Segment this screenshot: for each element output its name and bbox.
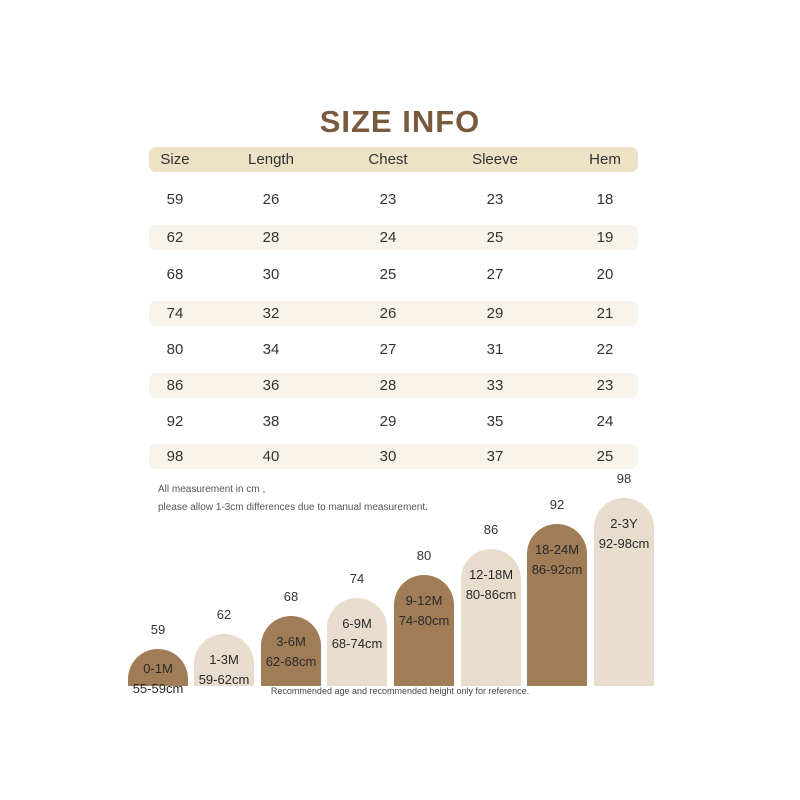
size-bar [394, 575, 454, 686]
table-cell: 18 [596, 191, 614, 208]
bar-age-label: 0-1M [143, 661, 173, 676]
bar-height-label: 55-59cm [132, 681, 184, 696]
table-row [149, 225, 638, 250]
table-cell: 27 [486, 266, 504, 283]
table-cell: 32 [262, 305, 280, 322]
table-cell: 23 [486, 191, 504, 208]
size-bar [261, 616, 321, 686]
table-cell: 30 [262, 266, 280, 283]
bar-height-label: 68-74cm [331, 636, 383, 651]
table-cell: 25 [596, 448, 614, 465]
table-cell: 22 [596, 341, 614, 358]
table-cell: Length [248, 151, 294, 168]
table-cell: 29 [486, 305, 504, 322]
table-cell: 23 [379, 191, 397, 208]
table-row [149, 373, 638, 398]
table-cell: 35 [486, 413, 504, 430]
table-cell: 29 [379, 413, 397, 430]
table-cell: 23 [596, 377, 614, 394]
table-cell: 28 [379, 377, 397, 394]
table-cell: 27 [379, 341, 397, 358]
measurement-note: All measurement in cm , [158, 484, 266, 495]
table-cell: 74 [166, 305, 184, 322]
bar-age-label: 3-6M [276, 634, 306, 649]
bar-height-label: 92-98cm [598, 536, 650, 551]
table-row [149, 187, 638, 212]
bar-age-label: 1-3M [209, 652, 239, 667]
table-cell: 62 [166, 229, 184, 246]
table-cell: 38 [262, 413, 280, 430]
table-cell: 36 [262, 377, 280, 394]
table-cell: 59 [166, 191, 184, 208]
table-cell: 37 [486, 448, 504, 465]
table-cell: 92 [166, 413, 184, 430]
table-row [149, 409, 638, 434]
table-cell: 34 [262, 341, 280, 358]
bar-size-label: 74 [349, 571, 365, 586]
table-row [149, 262, 638, 287]
table-cell: 68 [166, 266, 184, 283]
table-header-row [149, 147, 638, 172]
table-cell: 30 [379, 448, 397, 465]
table-cell: 28 [262, 229, 280, 246]
table-cell: 25 [379, 266, 397, 283]
table-cell: 26 [379, 305, 397, 322]
bar-age-label: 6-9M [342, 616, 372, 631]
size-bar [461, 549, 521, 686]
reference-footnote: Recommended age and recommended height only for reference. [270, 686, 530, 696]
table-cell: 33 [486, 377, 504, 394]
bar-height-label: 86-92cm [531, 562, 583, 577]
bar-height-label: 74-80cm [398, 613, 450, 628]
table-cell: 98 [166, 448, 184, 465]
bar-age-label: 18-24M [534, 542, 580, 557]
bar-age-label: 12-18M [468, 567, 514, 582]
table-cell: Size [160, 151, 190, 168]
bar-size-label: 68 [283, 589, 299, 604]
measurement-disclaimer: please allow 1-3cm differences due to manual measurement. [158, 502, 428, 513]
bar-size-label: 92 [549, 497, 565, 512]
bar-age-label: 9-12M [405, 593, 443, 608]
bar-age-label: 2-3Y [610, 516, 638, 531]
size-bar [128, 649, 188, 696]
table-cell: 80 [166, 341, 184, 358]
table-cell: Chest [368, 151, 408, 168]
table-cell: 31 [486, 341, 504, 358]
bar-height-label: 80-86cm [465, 587, 517, 602]
bar-height-label: 62-68cm [265, 654, 317, 669]
table-cell: 24 [596, 413, 614, 430]
table-cell: 21 [596, 305, 614, 322]
size-bar [194, 634, 254, 686]
bar-size-label: 62 [216, 607, 232, 622]
table-cell: Sleeve [472, 151, 518, 168]
table-cell: Hem [589, 151, 621, 168]
size-bar [594, 498, 654, 686]
table-row [149, 337, 638, 362]
bar-size-label: 86 [483, 522, 499, 537]
bar-size-label: 98 [616, 471, 632, 486]
table-cell: 40 [262, 448, 280, 465]
bar-size-label: 80 [416, 548, 432, 563]
bar-height-label: 59-62cm [198, 672, 250, 687]
table-cell: 86 [166, 377, 184, 394]
table-cell: 25 [486, 229, 504, 246]
table-cell: 20 [596, 266, 614, 283]
table-row [149, 301, 638, 326]
size-bar [527, 524, 587, 686]
table-cell: 19 [596, 229, 614, 246]
table-cell: 26 [262, 191, 280, 208]
bar-size-label: 59 [150, 622, 166, 637]
table-cell: 24 [379, 229, 397, 246]
table-row [149, 444, 638, 469]
page-title: SIZE INFO [319, 104, 481, 139]
size-bar [327, 598, 387, 686]
